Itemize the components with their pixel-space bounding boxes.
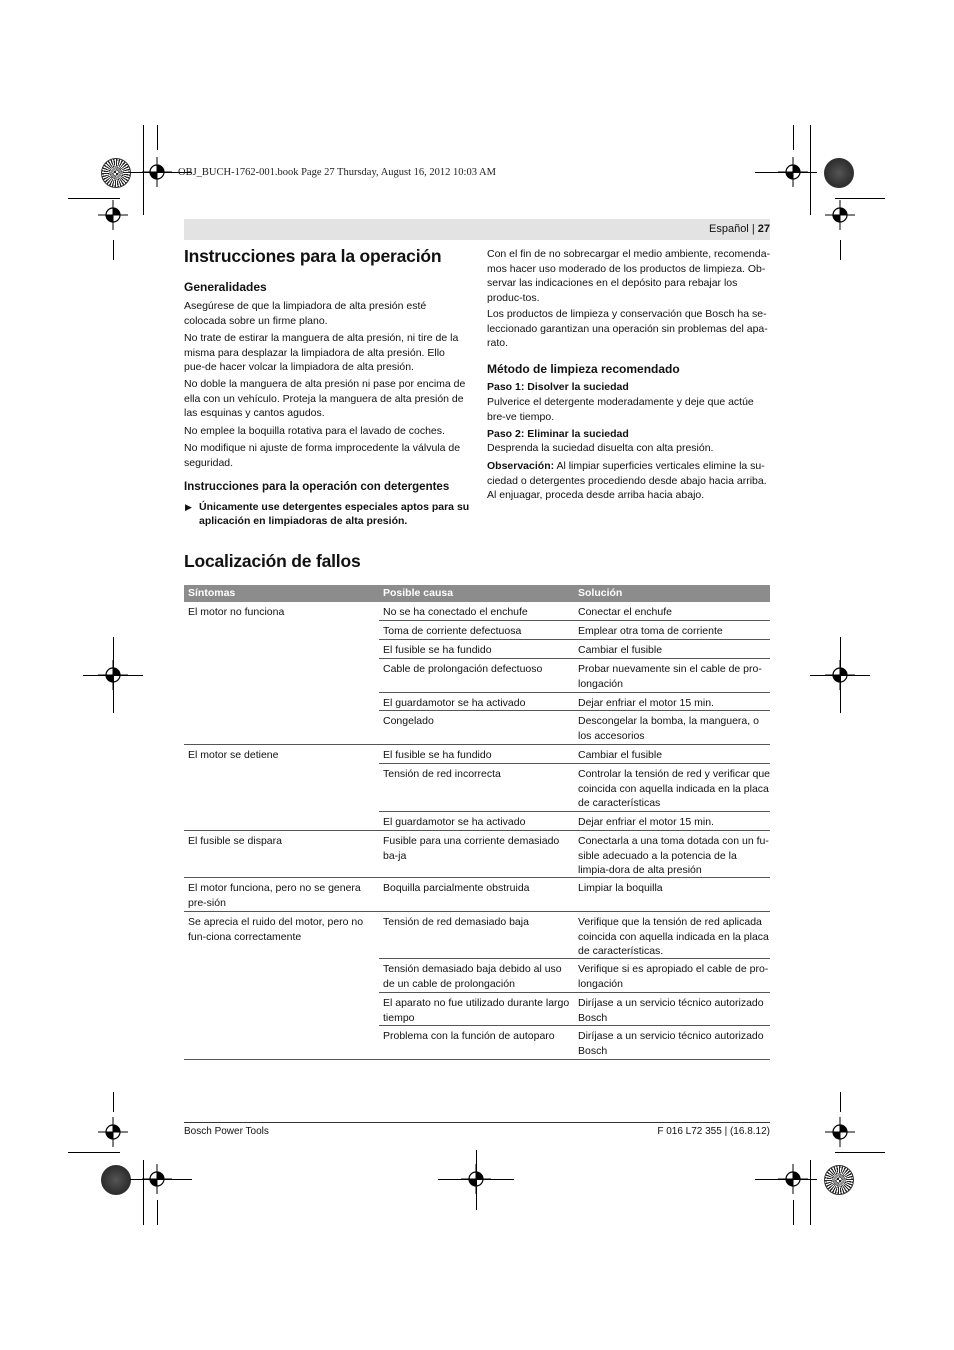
header-language: Español bbox=[709, 223, 749, 235]
crop-mark-line bbox=[113, 240, 114, 260]
footer-left: Bosch Power Tools bbox=[184, 1126, 269, 1137]
step1-text: Pulverice el detergente moderadamente y deje que actúe bre-ve tiempo. bbox=[487, 396, 754, 423]
note-label: Observación: bbox=[487, 460, 555, 472]
crop-mark-line bbox=[840, 1092, 841, 1112]
table-row bbox=[379, 745, 770, 764]
general-paragraph-3: No doble la manguera de alta presión ni pase por encima de ella con un vehículo. Proteja la manguera de alta presión de las esquinas y cantos agudos. bbox=[184, 378, 466, 420]
solution-cell: Conectar el enchufe bbox=[578, 606, 672, 618]
note-text: Al limpiar superficies verticales elimine la su-ciedad o detergentes procediendo desde abajo hacia arriba. Al enjuagar, proceda desde arriba hacia abajo. bbox=[487, 460, 767, 502]
solution-cell: Controlar la tensión de red y verificar que coincida con aquella indicada en la placa de características bbox=[578, 768, 771, 810]
color-target-dark-icon bbox=[824, 158, 854, 188]
symptom-cell: El motor funciona, pero no se genera pre-sión bbox=[188, 882, 361, 909]
crop-mark-line bbox=[793, 125, 794, 150]
method-note bbox=[487, 459, 771, 503]
cause-cell: Toma de corriente defectuosa bbox=[383, 625, 522, 637]
solution-cell: Limpiar la boquilla bbox=[578, 882, 663, 894]
crop-mark-line bbox=[755, 1179, 817, 1180]
cause-cell: Cable de prolongación defectuoso bbox=[383, 663, 543, 675]
table-body bbox=[184, 602, 770, 1060]
solution-cell: Verifique si es apropiado el cable de pro-longación bbox=[578, 963, 769, 990]
solution-cell: Emplear otra toma de corriente bbox=[578, 625, 723, 637]
cause-cell: Congelado bbox=[383, 715, 434, 727]
symptom-cell: El motor se detiene bbox=[188, 749, 279, 761]
column-header-symptoms: Síntomas bbox=[188, 587, 236, 599]
table-row bbox=[379, 1026, 770, 1059]
general-heading: Generalidades bbox=[184, 280, 267, 294]
page-number: 27 bbox=[757, 223, 770, 235]
cause-cell: Tensión de red incorrecta bbox=[383, 768, 501, 780]
solution-cell: Descongelar la bomba, la manguera, o los accesorios bbox=[578, 715, 759, 742]
detergents-heading: Instrucciones para la operación con detergentes bbox=[184, 481, 450, 493]
column-header-solution: Solución bbox=[578, 587, 623, 599]
bullet-triangle-icon: ▶ bbox=[185, 502, 192, 512]
crop-mark-line bbox=[143, 125, 144, 215]
cause-cell: El aparato no fue utilizado durante largo tiempo bbox=[383, 997, 570, 1024]
registration-crosshair-icon bbox=[98, 1117, 128, 1147]
crop-mark-line bbox=[113, 1092, 114, 1112]
table-group bbox=[184, 912, 770, 1060]
footer-rule bbox=[184, 1122, 770, 1123]
color-target-dark-icon bbox=[101, 1165, 131, 1195]
cause-cell: El guardamotor se ha activado bbox=[383, 697, 526, 709]
crop-mark-line bbox=[840, 637, 841, 713]
general-paragraph-2: No trate de estirar la manguera de alta presión, ni tire de la misma para desplazar la limpiadora de alta presión. Ello pue-de hacer volcar la limpiadora de alta presión. bbox=[184, 332, 459, 374]
detergents-bullet bbox=[185, 500, 471, 528]
table-row bbox=[379, 621, 770, 640]
table-group bbox=[184, 745, 770, 831]
crop-mark-line bbox=[113, 637, 114, 713]
table-group bbox=[184, 878, 770, 912]
table-row bbox=[379, 659, 770, 693]
crop-mark-line bbox=[68, 1152, 120, 1153]
cause-cell: El fusible se ha fundido bbox=[383, 644, 492, 656]
general-paragraph-1: Asegúrese de que la limpiadora de alta presión esté colocada sobre un firme plano. bbox=[184, 300, 427, 327]
cause-cell: Problema con la función de autoparo bbox=[383, 1030, 555, 1042]
solution-cell: Probar nuevamente sin el cable de pro-longación bbox=[578, 663, 762, 690]
print-info-line: OBJ_BUCH-1762-001.book Page 27 Thursday, August 16, 2012 10:03 AM bbox=[178, 167, 496, 178]
table-row bbox=[379, 912, 770, 959]
page-header bbox=[709, 223, 770, 235]
color-target-light-icon bbox=[101, 158, 131, 188]
solution-cell: Diríjase a un servicio técnico autorizado Bosch bbox=[578, 997, 764, 1024]
step2-title: Paso 2: Eliminar la suciedad bbox=[487, 428, 629, 440]
symptom-cell: El motor no funciona bbox=[188, 606, 285, 618]
solution-cell: Dejar enfriar el motor 15 min. bbox=[578, 697, 714, 709]
solution-cell: Conectarla a una toma dotada con un fu-sible adecuado a la potencia de la limpia-dora de alta presión bbox=[578, 835, 769, 877]
registration-crosshair-icon bbox=[98, 200, 128, 230]
cause-cell: El guardamotor se ha activado bbox=[383, 816, 526, 828]
environment-paragraph-2: Los productos de limpieza y conservación que Bosch ha se-leccionado garantizan una operación sin problemas del apa-rato. bbox=[487, 308, 768, 350]
troubleshooting-title: Localización de fallos bbox=[184, 551, 361, 571]
operation-title: Instrucciones para la operación bbox=[184, 246, 442, 266]
step2-text: Desprenda la suciedad disuelta con alta presión. bbox=[487, 442, 714, 454]
registration-crosshair-icon bbox=[825, 1117, 855, 1147]
solution-cell: Dejar enfriar el motor 15 min. bbox=[578, 816, 714, 828]
symptom-cell: Se aprecia el ruido del motor, pero no fun-ciona correctamente bbox=[188, 916, 364, 943]
cause-cell: No se ha conectado el enchufe bbox=[383, 606, 528, 618]
crop-mark-line bbox=[793, 1200, 794, 1225]
crop-mark-line bbox=[755, 172, 817, 173]
table-row bbox=[379, 602, 770, 621]
crop-mark-line bbox=[476, 1150, 477, 1210]
general-paragraph-5: No modifique ni ajuste de forma improcedente la válvula de seguridad. bbox=[184, 442, 461, 469]
cause-cell: El fusible se ha fundido bbox=[383, 749, 492, 761]
symptom-cell: El fusible se dispara bbox=[188, 835, 282, 847]
crop-mark-line bbox=[130, 1179, 192, 1180]
cause-cell: Boquilla parcialmente obstruida bbox=[383, 882, 530, 894]
table-row bbox=[379, 878, 770, 911]
general-paragraph-4: No emplee la boquilla rotativa para el lavado de coches. bbox=[184, 425, 445, 437]
solution-cell: Cambiar el fusible bbox=[578, 644, 663, 656]
crop-mark-line bbox=[835, 1152, 885, 1153]
table-group bbox=[184, 602, 770, 745]
table-row bbox=[379, 993, 770, 1026]
column-header-cause: Posible causa bbox=[383, 587, 454, 599]
cause-cell: Tensión de red demasiado baja bbox=[383, 916, 529, 928]
solution-cell: Verifique que la tensión de red aplicada coincida con aquella indicada en la placa de características. bbox=[578, 916, 769, 958]
method-heading: Método de limpieza recomendado bbox=[487, 362, 680, 376]
table-row bbox=[379, 711, 770, 744]
header-separator: | bbox=[751, 223, 755, 235]
table-row bbox=[379, 640, 770, 659]
cause-cell: Tensión demasiado baja debido al uso de un cable de prolongación bbox=[383, 963, 562, 990]
table-group bbox=[184, 831, 770, 878]
crop-mark-line bbox=[143, 1160, 144, 1225]
crop-mark-line bbox=[810, 125, 811, 215]
cause-cell: Fusible para una corriente demasiado ba-ja bbox=[383, 835, 560, 862]
table-row bbox=[379, 812, 770, 830]
registration-crosshair-icon bbox=[825, 200, 855, 230]
crop-mark-line bbox=[840, 240, 841, 260]
table-row bbox=[379, 764, 770, 812]
step1-title: Paso 1: Disolver la suciedad bbox=[487, 381, 629, 393]
footer-right: F 016 L72 355 | (16.8.12) bbox=[657, 1126, 770, 1137]
crop-mark-line bbox=[157, 125, 158, 150]
crop-mark-line bbox=[810, 1160, 811, 1225]
header-bar bbox=[184, 219, 770, 240]
solution-cell: Diríjase a un servicio técnico autorizado Bosch bbox=[578, 1030, 764, 1057]
detergents-bullet-text: Únicamente use detergentes especiales aptos para su aplicación en limpiadoras de alta presión. bbox=[199, 501, 470, 528]
crop-mark-line bbox=[835, 198, 885, 199]
troubleshooting-table bbox=[184, 585, 770, 1060]
crop-mark-line bbox=[68, 198, 120, 199]
table-row bbox=[379, 693, 770, 711]
table-row bbox=[379, 959, 770, 993]
color-target-light-icon bbox=[824, 1165, 854, 1195]
solution-cell: Cambiar el fusible bbox=[578, 749, 663, 761]
crop-mark-line bbox=[157, 1200, 158, 1225]
table-row bbox=[379, 831, 770, 877]
table-header bbox=[184, 585, 770, 602]
environment-paragraph-1: Con el fin de no sobrecargar el medio ambiente, recomenda-mos hacer uso moderado de los productos de limpieza. Ob-servar las indicaciones en el depósito para rebajar los produc-tos. bbox=[487, 248, 771, 304]
